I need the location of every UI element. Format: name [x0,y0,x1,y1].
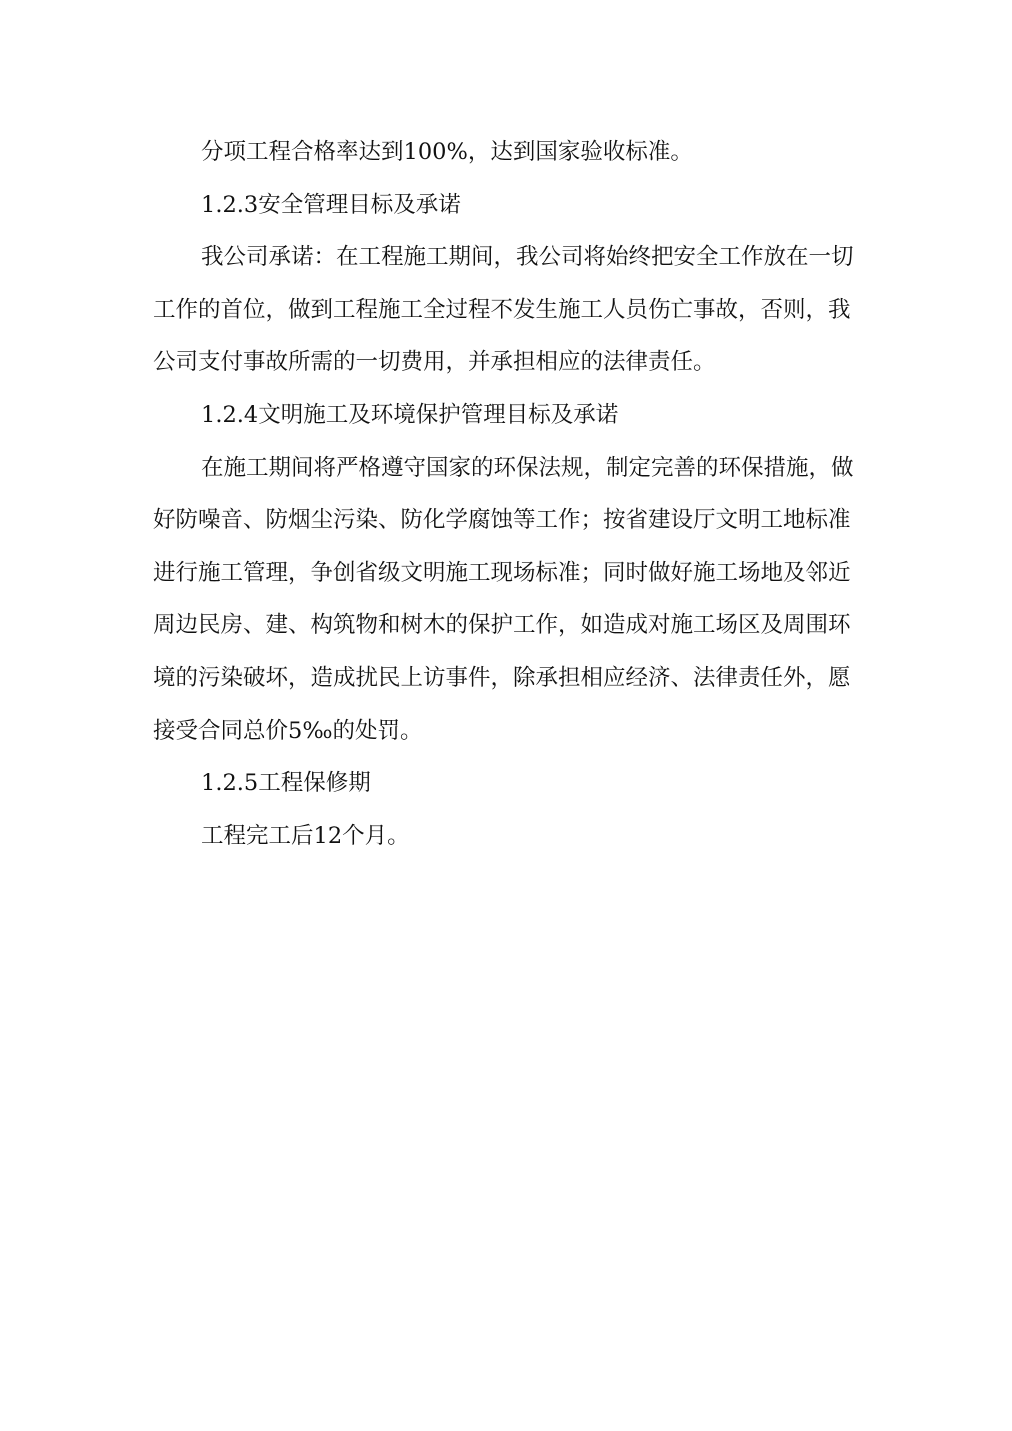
document-body [153,126,895,862]
section-heading-1-2-5 [153,757,895,810]
section-heading-1-2-4 [153,389,895,442]
text-line: 周边民房、建、构筑物和树木的保护工作，如造成对施工场区及周围环 [153,612,851,639]
text-line: 境的污染破坏，造成扰民上访事件，除承担相应经济、法律责任外，愿 [153,664,851,691]
text-line: 在施工期间将严格遵守国家的环保法规，制定完善的环保措施，做 [201,454,854,481]
heading-text: 1.2.4文明施工及环境保护管理目标及承诺 [201,401,619,428]
text-line: 好防噪音、防烟尘污染、防化学腐蚀等工作；按省建设厅文明工地标准 [153,507,851,534]
paragraph-environment-commitment [153,442,895,758]
text-line: 分项工程合格率达到100%，达到国家验收标准。 [201,139,693,165]
text-line: 进行施工管理，争创省级文明施工现场标准；同时做好施工场地及邻近 [153,559,851,586]
text-line: 接受合同总价5‰的处罚。 [153,717,423,744]
text-line: 工作的首位，做到工程施工全过程不发生施工人员伤亡事故，否则，我 [153,296,851,323]
section-heading-1-2-3 [153,179,895,232]
paragraph-quality-target [153,126,895,179]
text-line: 公司支付事故所需的一切费用，并承担相应的法律责任。 [153,349,716,376]
text-line: 工程完工后12个月。 [201,822,410,849]
text-line: 我公司承诺：在工程施工期间，我公司将始终把安全工作放在一切 [201,244,854,271]
paragraph-warranty-period [153,810,895,863]
heading-text: 1.2.5工程保修期 [201,770,371,797]
paragraph-safety-commitment [153,231,895,389]
heading-text: 1.2.3安全管理目标及承诺 [201,191,461,218]
